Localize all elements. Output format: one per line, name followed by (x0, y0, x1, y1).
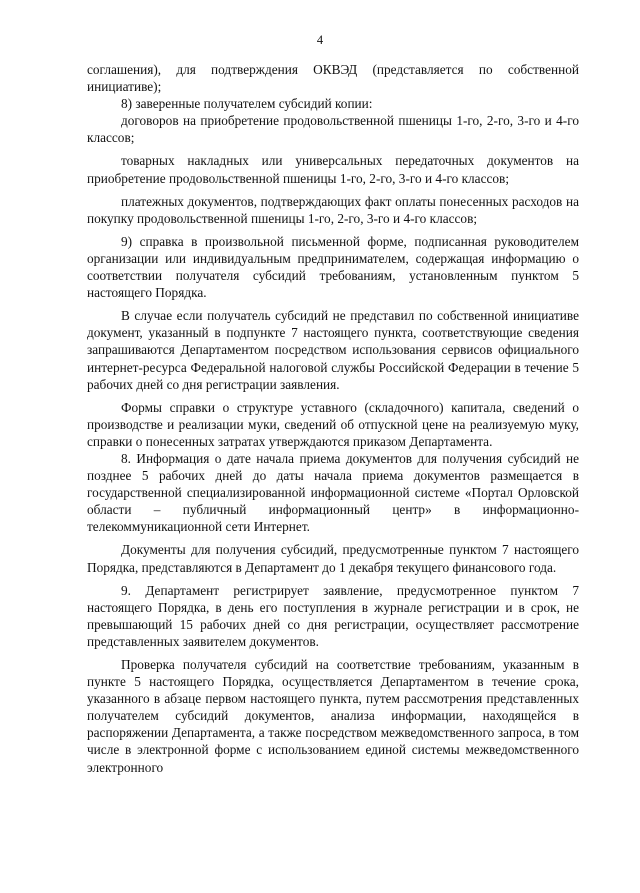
page-number: 4 (316, 33, 324, 47)
paragraph-section-8: 8. Информация о дате начала приема документов для получения субсидий не позднее 5 рабочих дней до даты начала приема документов размещается в государственной специализированной информационной системе «Портал Орловской области – публичный информационный центр» в информационно-телекоммуникационной сети Интернет. (87, 450, 579, 535)
paragraph-request-info: В случае если получатель субсидий не представил по собственной инициативе документ, указанный в подпункте 7 настоящего пункта, соответствующие сведения запрашиваются Департаментом посредством использования сервисов официального интернет-ресурса Федеральной налоговой службы Российской Федерации в течение 5 рабочих дней со дня регистрации заявления. (87, 308, 579, 392)
paragraph-continuation: соглашения), для подтверждения ОКВЭД (представляется по собственной инициативе); (87, 62, 579, 95)
paragraph-forms: Формы справки о структуре уставного (складочного) капитала, сведений о производстве и реализации муки, сведений об отпускной цене на реализуемую муку, справки о понесенных затратах утверждаются приказом Департамента. (87, 399, 579, 449)
paragraph-deadline: Документы для получения субсидий, предусмотренные пунктом 7 настоящего Порядка, представляются в Департамент до 1 декабря текущего финансового года. (87, 542, 579, 575)
document-body (87, 61, 579, 776)
paragraph-item-8: 8) заверенные получателем субсидий копии: (121, 96, 373, 112)
paragraph-section-9: 9. Департамент регистрирует заявление, предусмотренное пунктом 7 настоящего Порядка, в день его поступления в журнале регистрации и в срок, не превышающий 15 рабочих дней со дня регистрации, осуществляет рассмотрение представленных заявителем документов. (87, 582, 579, 649)
paragraph-contracts: договоров на приобретение продовольственной пшеницы 1-го, 2-го, 3-го и 4-го классов; (87, 113, 579, 146)
paragraph-verification: Проверка получателя субсидий на соответствие требованиям, указанным в пункте 5 настоящего Порядка, осуществляется Департаментом в течение срока, указанного в абзаце первом настоящего пункта, путем рассмотрения представленных получателем субсидий документов, анализа информации, находящейся в распоряжении Департамента, а также посредством межведомственного запроса, в том числе в электронной форме с использованием единой системы межведомственного электронного (87, 657, 579, 775)
paragraph-payment-docs: платежных документов, подтверждающих факт оплаты понесенных расходов на покупку продовольственной пшеницы 1-го, 2-го, 3-го и 4-го классов; (87, 193, 579, 226)
paragraph-invoices: товарных накладных или универсальных передаточных документов на приобретение продовольственной пшеницы 1-го, 2-го, 3-го и 4-го классов; (87, 153, 579, 186)
paragraph-item-9: 9) справка в произвольной письменной форме, подписанная руководителем организации или индивидуальным предпринимателем, содержащая информацию о соответствии получателя субсидий требованиям, установленным пунктом 5 настоящего Порядка. (87, 233, 579, 301)
